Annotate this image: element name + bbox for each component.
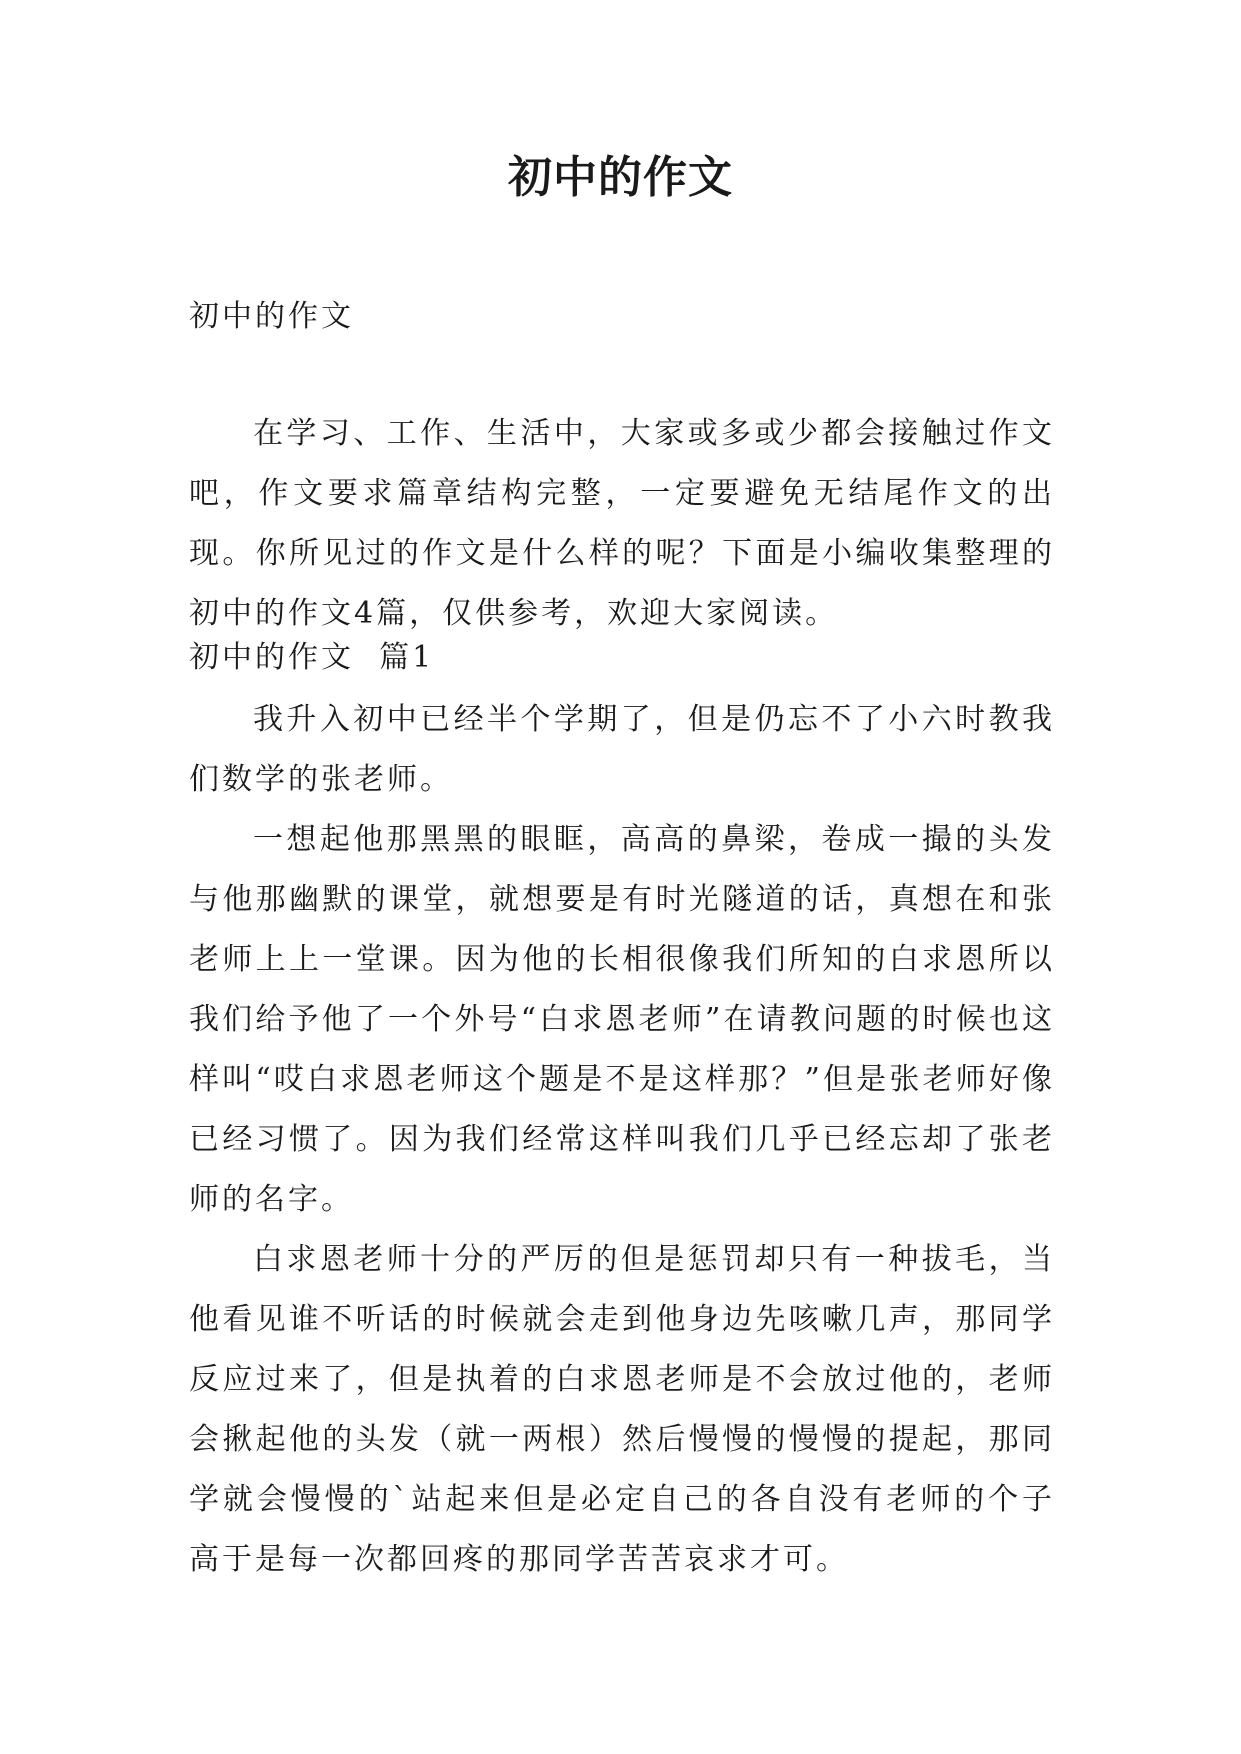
document-title: 初中的作文 — [508, 152, 733, 203]
section-heading: 初中的作文 篇1 — [189, 640, 435, 675]
document-subtitle: 初中的作文 — [189, 299, 354, 334]
intro-paragraph: 在学习、工作、生活中，大家或多或少都会接触过作文吧，作文要求篇章结构完整，一定要避免无结尾作文的出现。你所见过的作文是什么样的呢？下面是小编收集整理的初中的作文4篇，仅供参考，欢迎大家阅读。 — [189, 416, 1055, 631]
body-paragraph-2: 一想起他那黑黑的眼眶，高高的鼻梁，卷成一撮的头发与他那幽默的课堂，就想要是有时光隧道的话，真想在和张老师上上一堂课。因为他的长相很像我们所知的白求恩所以我们给予他了一个外号“白求恩老师”在请教问题的时候也这样叫“哎白求恩老师这个题是不是这样那？”但是张老师好像已经习惯了。因为我们经常这样叫我们几乎已经忘却了张老师的名字。 — [189, 822, 1055, 1217]
body-paragraph-1: 我升入初中已经半个学期了，但是仍忘不了小六时教我们数学的张老师。 — [189, 702, 1055, 797]
body-paragraph-3: 白求恩老师十分的严厉的但是惩罚却只有一种拔毛，当他看见谁不听话的时候就会走到他身边先咳嗽几声，那同学反应过来了，但是执着的白求恩老师是不会放过他的，老师会揪起他的头发（就一两根）然后慢慢的慢慢的提起，那同学就会慢慢的`站起来但是必定自己的各自没有老师的个子高于是每一次都回疼的那同学苦苦哀求才可。 — [189, 1242, 1055, 1577]
